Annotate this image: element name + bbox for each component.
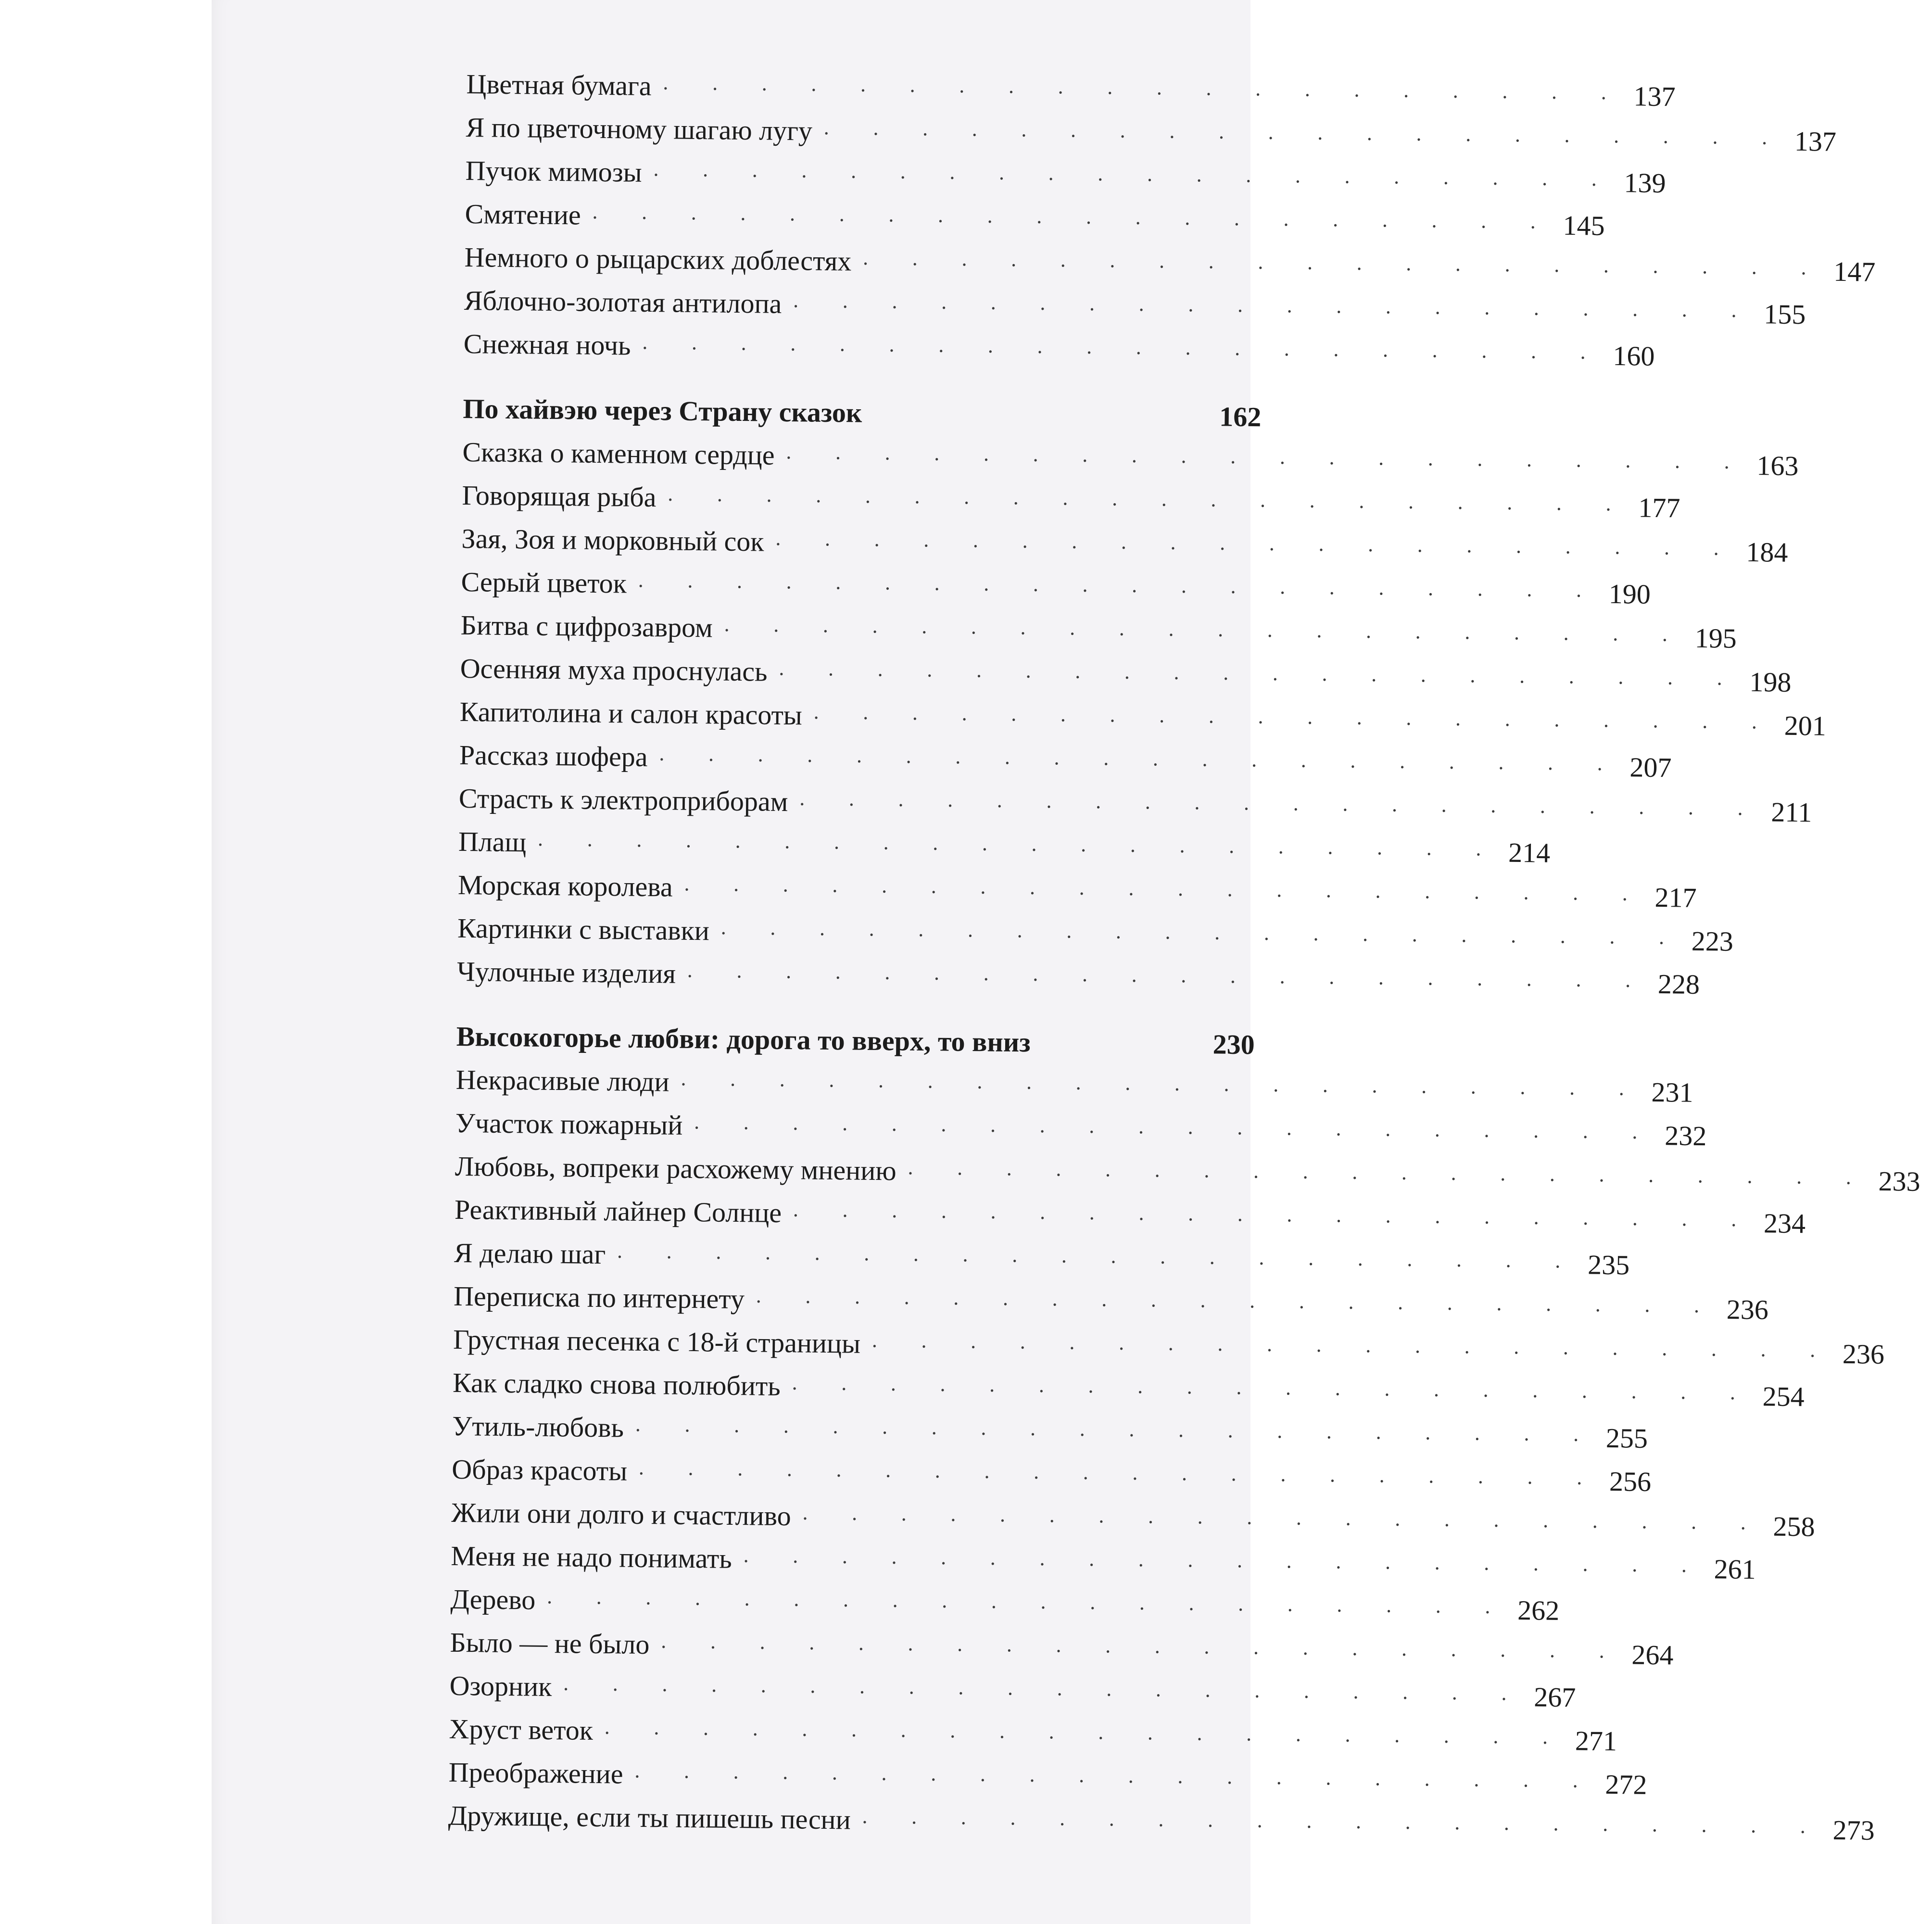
dot-leader: · · · · · · · · · · · · · · · · · · · · bbox=[801, 1506, 1747, 1541]
entry-page-number: 198 bbox=[1749, 666, 1792, 698]
entry-page-number: 190 bbox=[1608, 578, 1651, 610]
section-page-number: 230 bbox=[1212, 1028, 1255, 1061]
dot-leader: · · · · · · · · · · · · · · · · · · · · bbox=[536, 833, 1482, 867]
entry-page-number: 233 bbox=[1878, 1165, 1920, 1197]
dot-leader: · · · · · · · · · · · · · · · · · · · · bbox=[862, 252, 1807, 286]
dot-leader: · · · · · · · · · · · · · · · · · · · · bbox=[680, 1072, 1625, 1106]
entry-title: Преображение bbox=[448, 1756, 623, 1790]
entry-title: Плащ bbox=[458, 825, 527, 858]
entry-list bbox=[463, 63, 1876, 376]
entry-title: Было — не было bbox=[450, 1626, 650, 1660]
entry-title: Участок пожарный bbox=[455, 1107, 683, 1141]
entry-page-number: 272 bbox=[1605, 1768, 1647, 1800]
entry-page-number: 214 bbox=[1508, 836, 1551, 869]
dot-leader: · · · · · · · · · · · · · · · · · · · · bbox=[693, 1116, 1639, 1150]
entry-page-number: 207 bbox=[1629, 751, 1672, 784]
entry-title: Любовь, вопреки расхожему мнению bbox=[455, 1150, 897, 1187]
entry-title: Чулочные изделия bbox=[456, 955, 676, 989]
entry-title: Жили они долго и счастливо bbox=[451, 1496, 791, 1532]
entry-title: Озорник bbox=[449, 1670, 552, 1703]
entry-list bbox=[448, 1058, 1920, 1848]
entry-title: Как сладко снова полюбить bbox=[452, 1367, 781, 1402]
entry-page-number: 145 bbox=[1563, 209, 1605, 241]
section-title: По хайвэю через Страну сказок bbox=[463, 392, 862, 429]
entry-page-number: 223 bbox=[1691, 925, 1734, 957]
entry-list bbox=[456, 430, 1827, 1003]
entry-page-number: 201 bbox=[1784, 709, 1827, 742]
entry-page-number: 254 bbox=[1762, 1380, 1805, 1413]
entry-page-number: 228 bbox=[1657, 968, 1700, 1000]
entry-title: Немного о рыцарских доблестях bbox=[464, 241, 852, 277]
entry-title: Утиль-любовь bbox=[452, 1410, 624, 1443]
entry-page-number: 264 bbox=[1631, 1639, 1674, 1671]
entry-title: Я делаю шаг bbox=[454, 1237, 606, 1270]
dot-leader: · · · · · · · · · · · · · · · · · · · · bbox=[658, 747, 1604, 781]
dot-leader: · · · · · · · · · · · · · · · · · · · · bbox=[686, 964, 1632, 998]
book-page bbox=[212, 0, 1920, 1924]
entry-title: Серый цветок bbox=[461, 566, 627, 599]
entry-title: Сказка о каменном сердце bbox=[462, 436, 775, 471]
entry-title: Грустная песенка с 18-й страницы bbox=[453, 1323, 861, 1359]
entry-page-number: 211 bbox=[1771, 796, 1812, 828]
entry-page-number: 155 bbox=[1763, 298, 1806, 330]
entry-page-number: 236 bbox=[1726, 1293, 1769, 1326]
entry-title: Пучок мимозы bbox=[465, 154, 643, 188]
section-title: Высокогорье любви: дорога то вверх, то вниз bbox=[456, 1020, 1031, 1058]
entry-title: Реактивный лайнер Солнце bbox=[454, 1193, 782, 1228]
dot-leader: · · · · · · · · · · · · · · · · · · · · bbox=[637, 574, 1583, 608]
entry-title: Дерево bbox=[450, 1583, 536, 1616]
entry-title: Осенняя муха проснулась bbox=[460, 652, 768, 687]
entry-page-number: 234 bbox=[1763, 1207, 1806, 1240]
entry-page-number: 258 bbox=[1773, 1510, 1815, 1543]
dot-leader: · · · · · · · · · · · · · · · · · · · · bbox=[778, 662, 1723, 696]
entry-title: Говорящая рыба bbox=[462, 479, 657, 513]
dot-leader: · · · · · · · · · · · · · · · · · · · · bbox=[791, 1377, 1736, 1410]
dot-leader: · · · · · · · · · · · · · · · · · · · · bbox=[755, 1290, 1701, 1323]
dot-leader: · · · · · · · · · · · · · · · · · · · · bbox=[861, 1810, 1806, 1844]
dot-leader: · · · · · · · · · · · · · · · · · · · · bbox=[907, 1161, 1852, 1195]
entry-title: Снежная ночь bbox=[463, 328, 631, 361]
entry-page-number: 232 bbox=[1664, 1120, 1707, 1152]
entry-page-number: 137 bbox=[1633, 80, 1676, 113]
dot-leader: · · · · · · · · · · · · · · · · · · · · bbox=[660, 1635, 1605, 1669]
entry-page-number: 267 bbox=[1533, 1681, 1576, 1713]
entry-page-number: 262 bbox=[1517, 1595, 1560, 1626]
entry-title: Зая, Зоя и морковный сок bbox=[461, 522, 764, 557]
entry-title: Я по цветочному шагаю лугу bbox=[466, 111, 813, 147]
entry-title: Яблочно-золотая антилопа bbox=[464, 284, 782, 319]
dot-leader: · · · · · · · · · · · · · · · · · · · · bbox=[641, 336, 1587, 370]
dot-leader: · · · · · · · · · · · · · · · · · · · · bbox=[652, 163, 1598, 197]
entry-page-number: 177 bbox=[1638, 492, 1680, 524]
dot-leader: · · · · · · · · · · · · · · · · · · · · bbox=[798, 792, 1744, 826]
dot-leader: · · · · · · · · · · · · · · · · · · · · bbox=[822, 121, 1768, 155]
dot-leader: · · · · · · · · · · · · · · · · · · · · bbox=[792, 1203, 1738, 1237]
entry-title: Рассказ шофера bbox=[459, 739, 648, 773]
entry-page-number: 163 bbox=[1756, 450, 1799, 482]
entry-title: Битва с цифрозавром bbox=[460, 609, 713, 644]
entry-title: Смятение bbox=[465, 198, 581, 231]
dot-leader: · · · · · · · · · · · · · · · · · · · · bbox=[683, 877, 1629, 911]
entry-page-number: 147 bbox=[1833, 255, 1876, 288]
entry-page-number: 195 bbox=[1694, 622, 1737, 654]
dot-leader: · · · · · · · · · · · · · · · · · · · · bbox=[742, 1549, 1688, 1583]
dot-leader: · · · · · · · · · · · · · · · · · · · · bbox=[667, 488, 1612, 521]
entry-page-number: 184 bbox=[1746, 536, 1788, 568]
entry-page-number: 256 bbox=[1609, 1466, 1652, 1497]
dot-leader: · · · · · · · · · · · · · · · · · · · · bbox=[720, 921, 1666, 955]
entry-title: Картинки с выставки bbox=[457, 912, 710, 947]
entry-page-number: 255 bbox=[1605, 1422, 1648, 1454]
entry-page-number: 236 bbox=[1842, 1338, 1885, 1370]
entry-page-number: 273 bbox=[1832, 1814, 1875, 1846]
entry-page-number: 217 bbox=[1654, 881, 1697, 913]
dot-leader: · · · · · · · · · · · · · · · · · · · · bbox=[792, 294, 1738, 328]
entry-page-number: 231 bbox=[1651, 1076, 1693, 1108]
entry-page-number: 139 bbox=[1624, 167, 1666, 199]
dot-leader: · · · · · · · · · · · · · · · · · · · · bbox=[634, 1418, 1580, 1452]
entry-page-number: 235 bbox=[1587, 1249, 1630, 1281]
entry-title: Дружище, если ты пишешь песни bbox=[448, 1799, 851, 1835]
dot-leader: · · · · · · · · · · · · · · · · · · · · bbox=[723, 618, 1668, 652]
entry-page-number: 261 bbox=[1714, 1553, 1756, 1585]
entry-title: Морская королева bbox=[457, 869, 673, 903]
entry-title: Переписка по интернету bbox=[453, 1280, 745, 1315]
dot-leader: · · · · · · · · · · · · · · · · · · · · bbox=[637, 1461, 1583, 1495]
dot-leader: · · · · · · · · · · · · · · · · · · · · bbox=[633, 1764, 1579, 1798]
entry-page-number: 160 bbox=[1613, 340, 1655, 372]
dot-leader: · · · · · · · · · · · · · · · · · · · · bbox=[545, 1590, 1491, 1624]
section-page-number: 162 bbox=[1219, 401, 1262, 433]
table-of-contents bbox=[448, 63, 1920, 1848]
entry-title: Образ красоты bbox=[452, 1453, 628, 1487]
dot-leader: · · · · · · · · · · · · · · · · · · · · bbox=[616, 1245, 1562, 1278]
entry-title: Хруст веток bbox=[449, 1713, 593, 1746]
dot-leader: · · · · · · · · · · · · · · · · · · · · bbox=[591, 205, 1537, 240]
entry-page-number: 271 bbox=[1575, 1725, 1617, 1757]
dot-leader: · · · · · · · · · · · · · · · · · · · · bbox=[562, 1677, 1508, 1711]
dot-leader: · · · · · · · · · · · · · · · · · · · · bbox=[785, 445, 1730, 480]
entry-title: Цветная бумага bbox=[466, 68, 652, 102]
dot-leader: · · · · · · · · · · · · · · · · · · · · bbox=[871, 1334, 1817, 1368]
entry-title: Меня не надо понимать bbox=[451, 1540, 732, 1574]
entry-page-number: 137 bbox=[1794, 125, 1837, 157]
dot-leader: · · · · · · · · · · · · · · · · · · · · bbox=[812, 706, 1758, 740]
dot-leader: · · · · · · · · · · · · · · · · · · · · bbox=[603, 1721, 1549, 1755]
entry-title: Капитолина и салон красоты bbox=[459, 696, 803, 731]
dot-leader: · · · · · · · · · · · · · · · · · · · · bbox=[662, 76, 1607, 110]
dot-leader: · · · · · · · · · · · · · · · · · · · · bbox=[774, 532, 1720, 566]
entry-title: Страсть к электроприборам bbox=[458, 782, 788, 818]
entry-title: Некрасивые люди bbox=[455, 1063, 669, 1098]
